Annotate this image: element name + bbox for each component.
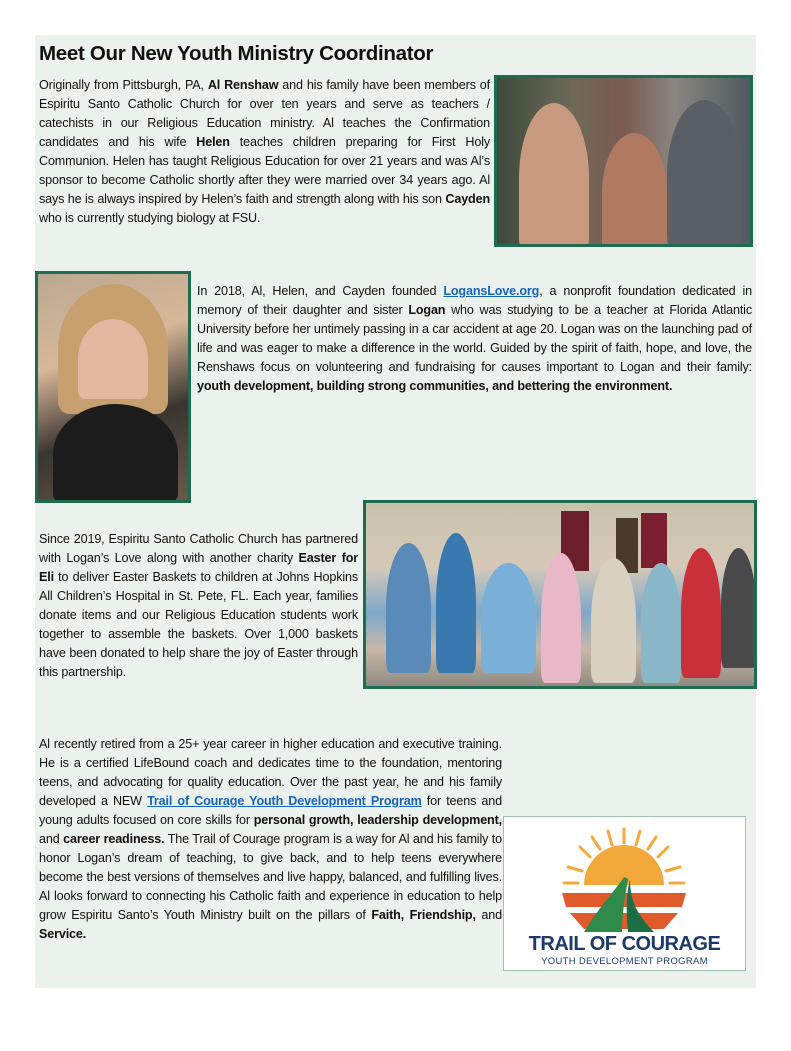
easter-baskets-group-photo — [363, 500, 757, 689]
trail-of-courage-link[interactable]: Trail of Courage Youth Development Program — [147, 794, 422, 808]
easter-for-eli-paragraph: Since 2019, Espiritu Santo Catholic Church has partnered with Logan’s Love along with another charity Easter for Eli to deliver Easter Baskets to children at Johns Hopkins All Children’s Hospital in St. Pete, FL. Each year, families donate items and our Religious Education students work together to assemble the baskets. Over 1,000 baskets have been donated to help share the joy of Easter through this partnership. — [39, 532, 358, 679]
trail-of-courage-paragraph: Al recently retired from a 25+ year career in higher education and executive training. He is a certified LifeBound coach and dedicates time to the foundation, mentoring teens, and advocating for quality education. Over the past year, he and his family developed a NEW Trail of Courage Youth Development Program for teens and young adults focused on core skills for personal growth, leadership development, and career readiness. The Trail of Courage program is a way for Al and his family to honor Logan’s dream of teaching, to give back, and to help teens everywhere become the best versions of themselves and live happy, balanced, and fulfilling lives. Al looks forward to connecting his Catholic faith and experience in education to help grow Espiritu Santo’s Youth Ministry built on the pillars of Faith, Friendship, and Service. — [39, 735, 752, 1051]
logans-love-paragraph: In 2018, Al, Helen, and Cayden founded LogansLove.org, a nonprofit foundation dedicated in memory of their daughter and sister Logan who was studying to be a teacher at Florida Atlantic University before her untimely passing in a car accident at age 20. Logan was on the launching pad of life and was eager to make a difference in the world. Guided by the spirit of faith, hope, and love, the Renshaws focus on volunteering and fundraising for causes important to Logan and their family: youth development, building strong communities, and bettering the environment. — [197, 284, 752, 393]
page-title: Meet Our New Youth Ministry Coordinator — [39, 42, 434, 65]
logo-title: TRAIL OF COURAGE — [528, 933, 721, 955]
family-photo — [494, 75, 753, 247]
logo-subtitle: YOUTH DEVELOPMENT PROGRAM — [541, 956, 708, 967]
intro-paragraph: Originally from Pittsburgh, PA, Al Renshaw and his family have been members of Espiritu Santo Catholic Church for over ten years and serve as teachers / catechists in our Religious Education ministry. Al teaches the Confirmation candidates and his wife Helen teaches children preparing for First Holy Communion. Helen has taught Religious Education for over 21 years and was Al’s sponsor to become Catholic shortly after they were married over 34 years ago. Al says he is always inspired by Helen’s faith and strength along with his son Cayden who is currently studying biology at FSU. — [39, 78, 490, 225]
logan-portrait-photo — [35, 271, 191, 503]
logo-wrap-spacer — [502, 811, 752, 1051]
logans-love-link[interactable]: LogansLove.org — [443, 284, 540, 298]
